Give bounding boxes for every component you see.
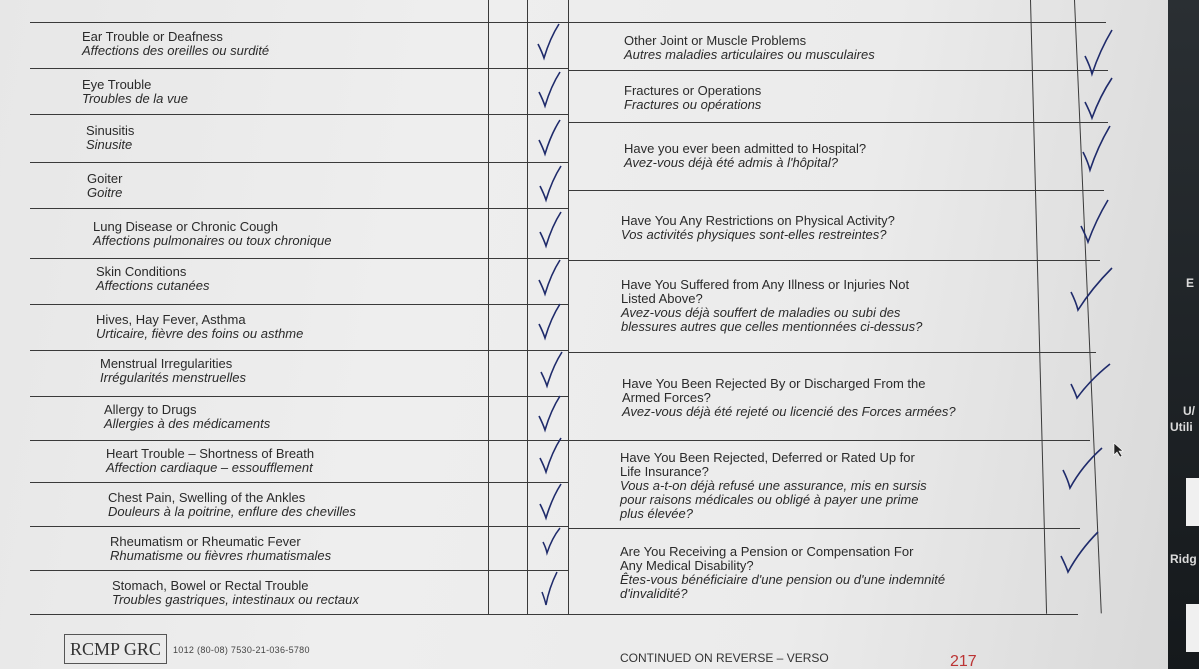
checkmark-icon (537, 436, 563, 476)
question-fr: Affections des oreilles ou surdité (82, 43, 270, 58)
checkmark-icon (540, 526, 562, 556)
question-en: Sinusitis (86, 123, 135, 138)
question-pension (620, 545, 945, 601)
question-fr: Allergies à des médicaments (104, 416, 271, 431)
question-fr: Douleurs à la poitrine, enflure des chevilles (108, 504, 356, 519)
question-en: Eye Trouble (82, 77, 152, 92)
column-divider (488, 0, 489, 614)
row-divider (568, 260, 1100, 261)
checkmark-icon (536, 258, 562, 298)
question-en: Hives, Hay Fever, Asthma (96, 312, 246, 327)
question-en-cont: Armed Forces? (622, 390, 711, 405)
question-fr: Affection cardiaque – essoufflement (106, 460, 313, 475)
question-en: Allergy to Drugs (104, 402, 197, 417)
question-en: Menstrual Irregularities (100, 356, 233, 371)
question-en-cont: Any Medical Disability? (620, 558, 754, 573)
background-screen (1168, 0, 1199, 669)
question-eye-trouble (82, 78, 188, 106)
continued-note: CONTINUED ON REVERSE – VERSO (620, 651, 829, 665)
checkmark-icon (1080, 124, 1112, 174)
question-fr: Sinusite (86, 137, 133, 152)
background-panel (1186, 478, 1199, 526)
checkmark-icon (537, 482, 563, 522)
question-goiter (87, 172, 122, 200)
checkmark-icon (1082, 28, 1114, 78)
question-menstrual (100, 357, 246, 385)
question-fr: Avez-vous déjà été rejeté ou licencié des Forces armées? (622, 404, 956, 419)
question-restrictions (621, 214, 895, 242)
checkmark-icon (537, 164, 563, 204)
question-fr-cont: pour raisons médicales ou obligé à payer une prime (620, 492, 919, 507)
question-fr-cont: plus élevée? (620, 506, 693, 521)
checkmark-icon (538, 350, 564, 390)
checkmark-icon (1068, 362, 1112, 402)
form-number: 1012 (80-08) 7530-21-036-5780 (173, 645, 310, 655)
question-fr: Irrégularités menstruelles (100, 370, 246, 385)
background-text: Utili (1170, 420, 1193, 434)
row-divider (568, 122, 1108, 123)
page-number: 217 (950, 653, 977, 669)
question-en: Are You Receiving a Pension or Compensation For (620, 544, 914, 559)
checkmark-icon (535, 22, 561, 62)
question-fr: Rhumatisme ou fièvres rhumatismales (110, 548, 332, 563)
background-text: U/ (1183, 404, 1195, 418)
background-text: E (1186, 276, 1195, 290)
question-fr: Affections cutanées (96, 278, 210, 293)
question-allergy-drugs (104, 403, 270, 431)
question-fr: Avez-vous déjà souffert de maladies ou subi des (621, 305, 901, 320)
checkmark-icon (1068, 266, 1114, 314)
question-hospital (624, 142, 866, 170)
row-divider (568, 70, 1108, 71)
question-rheumatism (110, 535, 331, 563)
row-divider (568, 352, 1096, 353)
checkmark-icon (1078, 198, 1110, 246)
question-fr: Affections pulmonaires ou toux chronique (93, 233, 332, 248)
question-en: Lung Disease or Chronic Cough (93, 219, 278, 234)
background-panel (1186, 604, 1199, 652)
column-divider (527, 0, 528, 614)
row-divider (568, 528, 1080, 529)
question-fr: Vos activités physiques sont-elles restreintes? (621, 227, 887, 242)
row-divider (30, 614, 568, 615)
rcmp-logo: RCMP GRC (64, 634, 167, 664)
checkmark-icon (539, 570, 561, 608)
question-en: Skin Conditions (96, 264, 187, 279)
question-stomach (112, 579, 359, 607)
question-fr: Fractures ou opérations (624, 97, 762, 112)
question-fr: Troubles de la vue (82, 91, 188, 106)
background-text: Ridg (1170, 552, 1197, 566)
question-illness-injuries (621, 278, 922, 334)
question-en: Have You Been Rejected By or Discharged From the (622, 376, 926, 391)
question-sinusitis (86, 124, 134, 152)
mouse-cursor-icon (1113, 442, 1125, 463)
question-life-insurance (620, 451, 927, 521)
question-fr: Urticaire, fièvre des foins ou asthme (96, 326, 304, 341)
checkmark-icon (536, 394, 562, 434)
checkmark-icon (537, 210, 563, 250)
question-skin-conditions (96, 265, 209, 293)
question-fractures (624, 84, 761, 112)
checkmark-icon (1060, 446, 1104, 492)
question-en: Fractures or Operations (624, 83, 762, 98)
question-lung-disease (93, 220, 331, 248)
question-en: Other Joint or Muscle Problems (624, 33, 807, 48)
question-en: Chest Pain, Swelling of the Ankles (108, 490, 306, 505)
question-en: Have You Any Restrictions on Physical Activity? (621, 213, 895, 228)
question-en: Stomach, Bowel or Rectal Trouble (112, 578, 309, 593)
question-en: Rheumatism or Rheumatic Fever (110, 534, 301, 549)
question-chest-pain (108, 491, 356, 519)
question-en: Have you ever been admitted to Hospital? (624, 141, 867, 156)
row-divider (568, 22, 1106, 23)
question-fr: Avez-vous déjà été admis à l'hôpital? (624, 155, 838, 170)
question-en: Heart Trouble – Shortness of Breath (106, 446, 315, 461)
question-ear-trouble (82, 30, 269, 58)
checkmark-icon (1058, 530, 1100, 576)
row-divider (568, 440, 1090, 441)
question-fr-cont: d'invalidité? (620, 586, 688, 601)
column-divider (568, 0, 569, 614)
question-fr-cont: blessures autres que celles mentionnées ci-dessus? (621, 319, 923, 334)
question-fr: Troubles gastriques, intestinaux ou rectaux (112, 592, 359, 607)
question-armed-forces (622, 377, 956, 419)
question-hives (96, 313, 303, 341)
question-fr: Vous a-t-on déjà refusé une assurance, mis en sursis (620, 478, 927, 493)
question-fr: Êtes-vous bénéficiaire d'une pension ou d'une indemnité (620, 572, 946, 587)
question-en: Goiter (87, 171, 123, 186)
question-en: Have You Been Rejected, Deferred or Rated Up for (620, 450, 915, 465)
row-divider (568, 614, 1078, 615)
checkmark-icon (536, 118, 562, 158)
question-en: Ear Trouble or Deafness (82, 29, 223, 44)
question-joint-muscle (624, 34, 875, 62)
checkmark-icon (536, 302, 562, 342)
checkmark-icon (536, 70, 562, 110)
question-en-cont: Listed Above? (621, 291, 703, 306)
column-divider (1030, 0, 1047, 614)
question-en-cont: Life Insurance? (620, 464, 709, 479)
question-en: Have You Suffered from Any Illness or Injuries Not (621, 277, 910, 292)
question-heart-trouble (106, 447, 314, 475)
row-divider (568, 190, 1104, 191)
question-fr: Goitre (87, 185, 123, 200)
checkmark-icon (1082, 76, 1114, 122)
question-fr: Autres maladies articulaires ou musculaires (624, 47, 875, 62)
